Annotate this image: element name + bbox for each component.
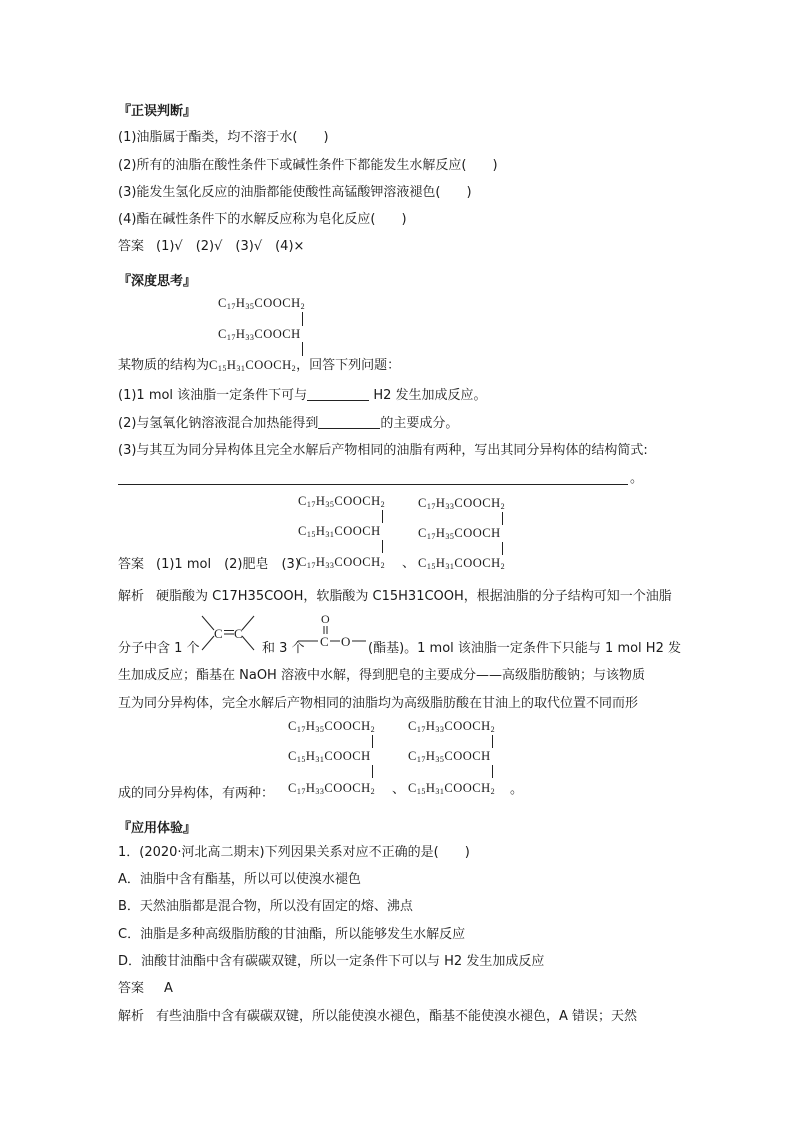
carbon-double-bond-diagram [198, 613, 258, 653]
answer-blank-3[interactable] [118, 484, 628, 485]
option-a[interactable]: A．油脂中含有酯基，所以可以使溴水褪色 [118, 872, 361, 887]
analysis-isomer-a-1: $C_{17}H_{35}COOCH_2$ [288, 719, 376, 734]
analysis-line-2b: 和 3 个 [262, 641, 305, 656]
tf-answer [118, 240, 304, 253]
question-1: (1)1 mol 该油脂一定条件下可与 H2 发生加成反应。 [118, 388, 487, 403]
analysis-isomer-b-1: $C_{17}H_{33}COOCH_2$ [408, 719, 496, 734]
analysis-isomer-b-bond-2 [492, 765, 493, 778]
option-b[interactable]: B．天然油脂都是混合物，所以没有固定的熔、沸点 [118, 899, 413, 914]
answer-label: 答案 [118, 239, 145, 254]
app-answer: 答案 A [118, 981, 173, 996]
struct-line-1: $C_{17}H_{35}COOCH_2$ [218, 296, 306, 311]
ester-group-diagram [296, 611, 368, 651]
analysis-line-5: 成的同分异构体，有两种： [118, 786, 275, 801]
analysis-line-2c: (酯基)。1 mol 该油脂一定条件下只能与 1 mol H2 发 [368, 641, 681, 656]
analysis-line-1: 解析 硬脂酸为 C17H35COOH，软脂酸为 C15H31COOH，根据油脂的分子结构可知一个油脂 [118, 589, 672, 604]
option-d[interactable]: D．油酸甘油酯中含有碳碳双键，所以一定条件下可以与 H2 发生加成反应 [118, 954, 545, 969]
struct-intro: 某物质的结构为$C_{15}H_{31}COOCH_2$，回答下列问题： [118, 358, 401, 373]
answer-blank-2[interactable] [318, 416, 380, 429]
analysis-isomer-a-3: $C_{17}H_{33}COOCH_2$ [288, 781, 376, 796]
answer-blank-1[interactable] [307, 388, 369, 401]
analysis-isomer-separator: 、 [392, 782, 406, 797]
ans-isomer-b-1: $C_{17}H_{33}COOCH_2$ [418, 496, 506, 511]
analysis-isomer-a-2: $C_{15}H_{31}COOCH$ [288, 749, 371, 764]
analysis-isomer-b-bond-1 [492, 735, 493, 748]
app-analysis: 解析 有些油脂中含有碳碳双键，所以能使溴水褪色，酯基不能使溴水褪色，A 错误；天然 [118, 1009, 638, 1024]
ans-isomer-b-3: $C_{15}H_{31}COOCH_2$ [418, 556, 506, 571]
ans-isomer-a-1: $C_{17}H_{35}COOCH_2$ [298, 494, 386, 509]
analysis-isomer-a-bond-1 [372, 735, 373, 748]
section-title-application: 『应用体验』 [118, 821, 197, 836]
ans-isomer-a-bond-1 [382, 510, 383, 523]
tf-item-3: (3)能发生氢化反应的油脂都能使酸性高锰酸钾溶液褪色( ) [118, 185, 472, 200]
analysis-line-4: 互为同分异构体，完全水解后产物相同的油脂均为高级脂肪酸在甘油上的取代位置不同而形 [118, 696, 639, 711]
analysis-end: 。 [510, 782, 524, 797]
question-2: (2)与氢氧化钠溶液混合加热能得到 的主要成分。 [118, 416, 459, 431]
ans-isomer-b-bond-2 [502, 542, 503, 555]
isomer-separator: 、 [402, 556, 416, 571]
ans-isomer-a-bond-2 [382, 540, 383, 553]
struct-bond-1 [302, 312, 303, 326]
analysis-isomer-b-3: $C_{15}H_{31}COOCH_2$ [408, 781, 496, 796]
option-c[interactable]: C．油脂是多种高级脂肪酸的甘油酯，所以能够发生水解反应 [118, 927, 466, 942]
tf-item-1: (1)油脂属于酯类，均不溶于水( ) [118, 130, 329, 145]
analysis-line-2a: 分子中含 1 个 [118, 641, 200, 656]
analysis-isomer-a-bond-2 [372, 765, 373, 778]
section-title-true-false: 『正误判断』 [118, 104, 197, 119]
ans-isomer-b-bond-1 [502, 512, 503, 525]
bond-carbon-right: C [234, 626, 243, 641]
tf-item-2: (2)所有的油脂在酸性条件下或碱性条件下都能发生水解反应( ) [118, 158, 498, 173]
ester-oxygen: O [341, 634, 351, 649]
section-title-deep-thinking: 『深度思考』 [118, 274, 197, 289]
question-3: (3)与其互为同分异构体且完全水解后产物相同的油脂有两种，写出其同分异构体的结构简式: [118, 443, 648, 458]
ans-isomer-a-3: $C_{17}H_{33}COOCH_2$ [298, 555, 386, 570]
ester-oxygen-top: O [321, 612, 330, 626]
struct-line-2: $C_{17}H_{33}COOCH$ [218, 327, 301, 342]
analysis-line-3: 生加成反应；酯基在 NaOH 溶液中水解，得到肥皂的主要成分——高级脂肪酸钠；与该物质 [118, 668, 645, 683]
ans-isomer-a-2: $C_{15}H_{31}COOCH$ [298, 524, 381, 539]
question-stem: 1．(2020·河北高二期末)下列因果关系对应不正确的是( ) [118, 845, 470, 860]
answer-text: (1)√ (2)√ (3)√ (4)× [156, 239, 305, 254]
ans-isomer-b-2: $C_{17}H_{35}COOCH$ [418, 526, 501, 541]
deep-answer: 答案 (1)1 mol (2)肥皂 (3) [118, 557, 300, 572]
tf-item-4: (4)酯在碱性条件下的水解反应称为皂化反应( ) [118, 212, 407, 227]
struct-bond-2 [302, 342, 303, 356]
question-3-end: 。 [630, 471, 644, 486]
analysis-isomer-b-2: $C_{17}H_{35}COOCH$ [408, 749, 491, 764]
ester-carbon: C [320, 634, 329, 649]
struct-line-3: $C_{15}H_{31}COOCH_2$ [209, 358, 297, 373]
bond-carbon-left: C [214, 626, 223, 641]
